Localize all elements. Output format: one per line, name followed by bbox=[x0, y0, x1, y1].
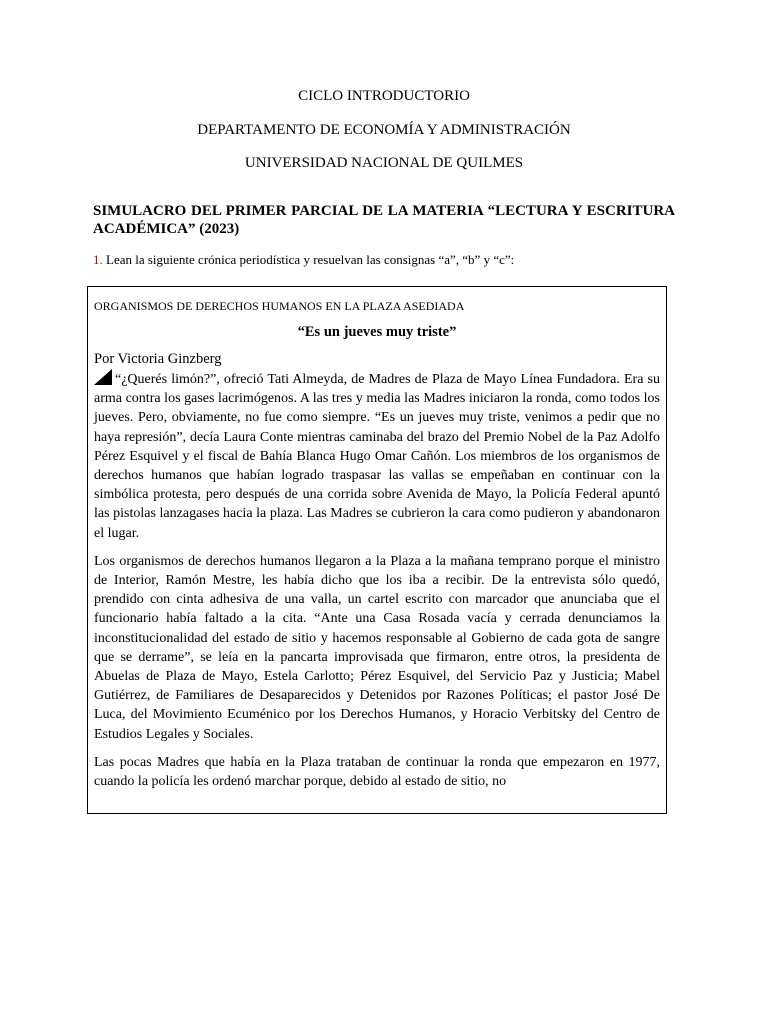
article-kicker: ORGANISMOS DE DERECHOS HUMANOS EN LA PLAZA ASEDIADA bbox=[94, 299, 465, 313]
article-paragraph-2: Los organismos de derechos humanos llegaron a la Plaza a la mañana temprano porque el ministro de Interior, Ramón Mestre, les había dicho que los iba a recibir. De la entrevista sólo quedó, prendido con cinta adhesiva de una valla, un cartel escrito con marcador que anunciaba que el funcionario había faltado a la cita. “Ante una Casa Rosada vacía y cerrada denunciamos la inconstitucionalidad del estado de sitio y hacemos responsable al Gobierno de cada gota de sangre que se derrame”, se leía en la pancarta improvisada que firmaron, entre otros, la presidenta de Abuelas de Plaza de Mayo, Estela Carlotto; Pérez Esquivel, del Servicio Paz y Justicia; Mabel Gutiérrez, de Familiares de Desaparecidos y Detenidos por Razones Políticas; el pastor José De Luca, del Movimiento Ecuménico por los Derechos Humanos, y Horacio Verbitsky del Centro de Estudios Legales y Sociales. bbox=[94, 553, 660, 742]
instruction-1 bbox=[93, 251, 675, 268]
exam-title: SIMULACRO DEL PRIMER PARCIAL DE LA MATERIA “LECTURA Y ESCRITURA ACADÉMICA” (2023) bbox=[93, 203, 675, 237]
article-byline: Por Victoria Ginzberg bbox=[94, 351, 222, 367]
triangle-corner-icon bbox=[94, 369, 112, 385]
header-line-departamento: DEPARTAMENTO DE ECONOMÍA Y ADMINISTRACIÓN bbox=[197, 122, 571, 138]
article-paragraph-1-text: “¿Querés limón?”, ofreció Tati Almeyda, de Madres de Plaza de Mayo Línea Fundadora. Era su arma contra los gases lacrimógenos. A las tres y media las Madres iniciaron la ronda, como todos los jueves. Pero, obviamente, no fue como siempre. “Es un jueves muy triste, venimos a pedir que no haya represión”, decía Laura Conte mientras caminaba del brazo del Premio Nobel de la Paz Adolfo Pérez Esquivel y el fiscal de Bahía Blanca Hugo Omar Cañón. Los miembros de los organismos de derechos humanos que habían logrado traspasar las vallas se empeñaban en continuar con la simbólica protesta, pero después de una corrida sobre Avenida de Mayo, la Policía Federal apuntó las pistolas lanzagases hacia la plaza. Las Madres se cubrieron la cara como pudieron y abandonaron el lugar. bbox=[94, 372, 660, 541]
article-box bbox=[87, 286, 667, 814]
article-paragraph-1 bbox=[94, 369, 660, 543]
instruction-number: 1. bbox=[93, 252, 103, 267]
header-line-ciclo: CICLO INTRODUCTORIO bbox=[298, 88, 470, 104]
instruction-text: Lean la siguiente crónica periodística y resuelvan las consignas “a”, “b” y “c”: bbox=[102, 252, 515, 267]
article-paragraph-3: Las pocas Madres que había en la Plaza trataban de continuar la ronda que empezaron en 1977, cuando la policía les ordenó marchar porque, debido al estado de sitio, no bbox=[94, 754, 660, 790]
article-headline: “Es un jueves muy triste” bbox=[297, 324, 457, 340]
header-line-universidad: UNIVERSIDAD NACIONAL DE QUILMES bbox=[244, 155, 524, 171]
